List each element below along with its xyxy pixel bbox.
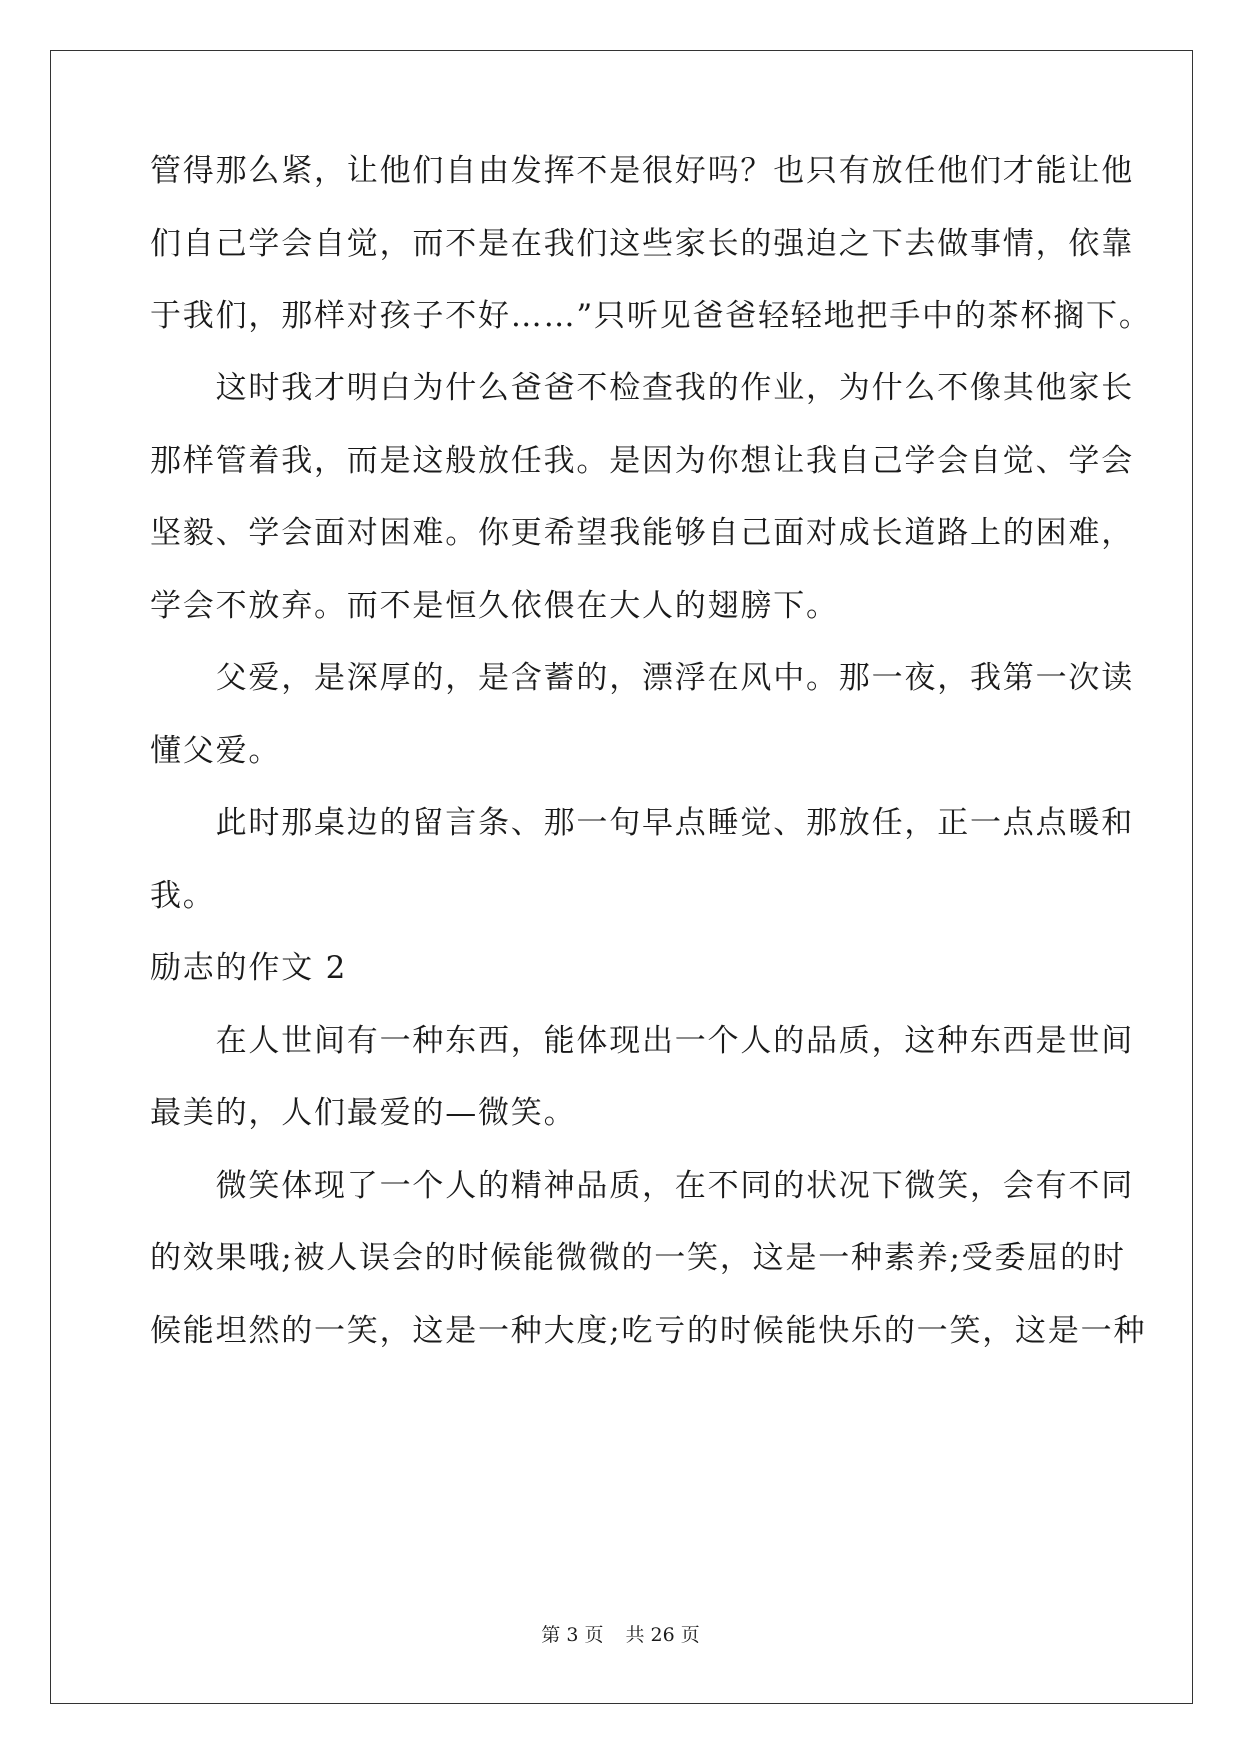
text-line: 懂父爱。 [150,733,282,769]
text-line: 最美的，人们最爱的—微笑。 [150,1095,577,1131]
text-line: 微笑体现了一个人的精神品质，在不同的状况下微笑，会有不同 [150,1168,1134,1204]
text-line: 的效果哦;被人误会的时候能微微的一笑，这是一种素养;受委屈的时 [150,1240,1126,1276]
text-line: 在人世间有一种东西，能体现出一个人的品质，这种东西是世间 [150,1023,1134,1059]
text-line: 父爱，是深厚的，是含蓄的，漂浮在风中。那一夜，我第一次读 [150,660,1134,696]
text-line: 学会不放弃。而不是恒久依偎在大人的翅膀下。 [150,588,839,624]
text-line: 管得那么紧，让他们自由发挥不是很好吗？也只有放任他们才能让他 [150,153,1134,189]
text-line: 于我们，那样对孩子不好……”只听见爸爸轻轻地把手中的茶杯搁下。 [150,298,1152,334]
page-footer [0,1623,1241,1647]
text-line: 坚毅、学会面对困难。你更希望我能够自己面对成长道路上的困难， [150,515,1134,551]
text-line: 这时我才明白为什么爸爸不检查我的作业，为什么不像其他家长 [150,370,1134,406]
text-line: 此时那桌边的留言条、那一句早点睡觉、那放任，正一点点暖和 [150,805,1134,841]
text-line: 我。 [150,878,216,914]
text-line: 那样管着我，而是这般放任我。是因为你想让我自己学会自觉、学会 [150,443,1134,479]
page-number: 第 3 页 [541,1624,604,1646]
section-heading: 励志的作文 2 [150,950,348,986]
text-line: 们自己学会自觉，而不是在我们这些家长的强迫之下去做事情，依靠 [150,226,1134,262]
text-line: 候能坦然的一笑，这是一种大度;吃亏的时候能快乐的一笑，这是一种 [150,1313,1147,1349]
page-total: 共 26 页 [625,1624,700,1646]
